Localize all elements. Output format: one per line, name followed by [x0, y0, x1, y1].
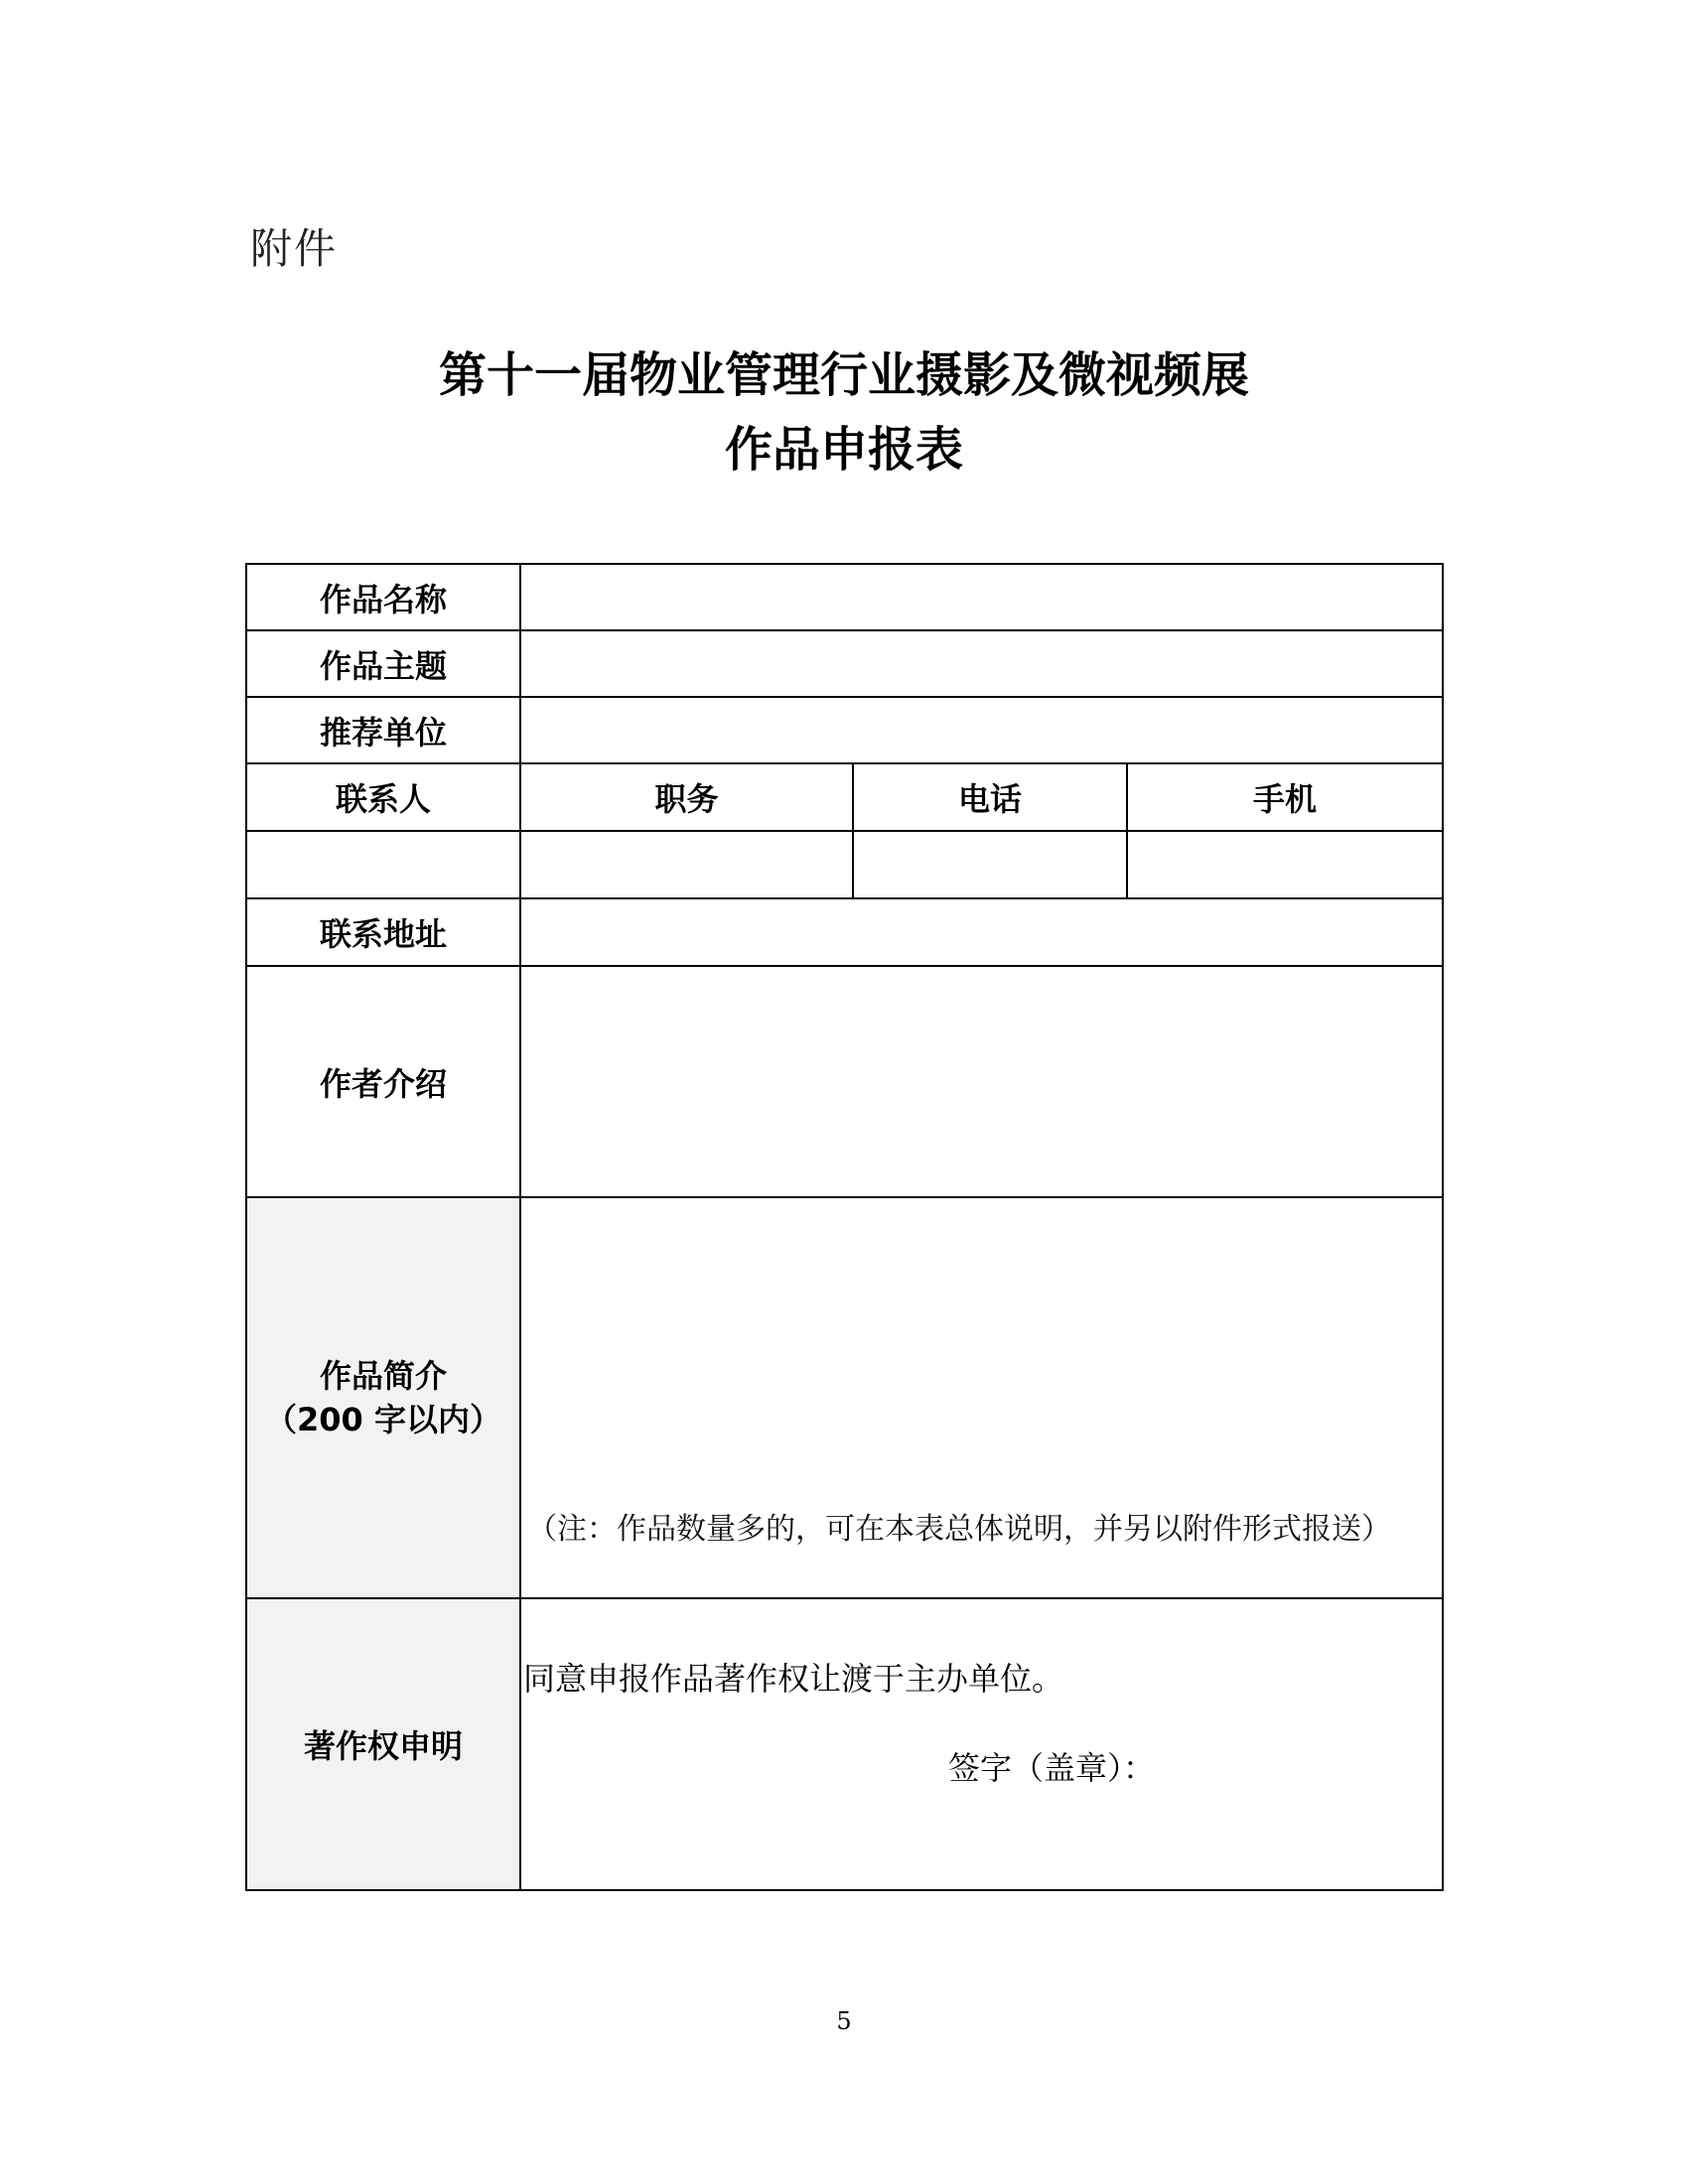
row-work-summary [246, 1197, 1443, 1598]
contact-person-label: 联系人 [246, 763, 520, 831]
form-title-line2: 作品申报表 [724, 422, 963, 478]
recommending-unit-field[interactable] [520, 697, 1443, 763]
work-theme-field[interactable] [520, 630, 1443, 697]
mobile-label: 手机 [1127, 763, 1443, 831]
row-contact-values [246, 831, 1443, 898]
application-form-table [245, 563, 1444, 1891]
row-work-name [246, 564, 1443, 630]
position-field[interactable] [520, 831, 853, 898]
row-author-intro [246, 966, 1443, 1197]
page-number: 5 [836, 2007, 852, 2035]
phone-field[interactable] [853, 831, 1127, 898]
form-title-line1: 第十一届物业管理行业摄影及微视频展 [438, 347, 1249, 403]
row-recommending-unit [246, 697, 1443, 763]
row-copyright [246, 1598, 1443, 1890]
attachment-label: 附件 [250, 224, 339, 273]
work-name-field[interactable] [520, 564, 1443, 630]
copyright-label: 著作权申明 [246, 1598, 520, 1890]
author-intro-field[interactable] [520, 966, 1443, 1197]
copyright-field[interactable] [520, 1598, 1443, 1890]
row-contact-headers [246, 763, 1443, 831]
work-summary-note: （注：作品数量多的，可在本表总体说明，并另以附件形式报送） [527, 1512, 1391, 1547]
recommending-unit-label: 推荐单位 [246, 697, 520, 763]
copyright-agree-text: 同意申报作品著作权让渡于主办单位。 [523, 1660, 1064, 1698]
author-intro-label: 作者介绍 [246, 966, 520, 1197]
mobile-field[interactable] [1127, 831, 1443, 898]
row-contact-address [246, 898, 1443, 966]
work-summary-label-cell [246, 1197, 520, 1598]
work-summary-limit: （200 字以内） [265, 1401, 501, 1438]
phone-label: 电话 [853, 763, 1127, 831]
work-summary-field[interactable] [520, 1197, 1443, 1598]
work-theme-label: 作品主题 [246, 630, 520, 697]
contact-address-label: 联系地址 [246, 898, 520, 966]
signature-label: 签字（盖章）： [948, 1749, 1156, 1787]
position-label: 职务 [520, 763, 853, 831]
row-work-theme [246, 630, 1443, 697]
work-name-label: 作品名称 [246, 564, 520, 630]
contact-person-field[interactable] [246, 831, 520, 898]
work-summary-label: 作品简介 [319, 1357, 447, 1395]
contact-address-field[interactable] [520, 898, 1443, 966]
